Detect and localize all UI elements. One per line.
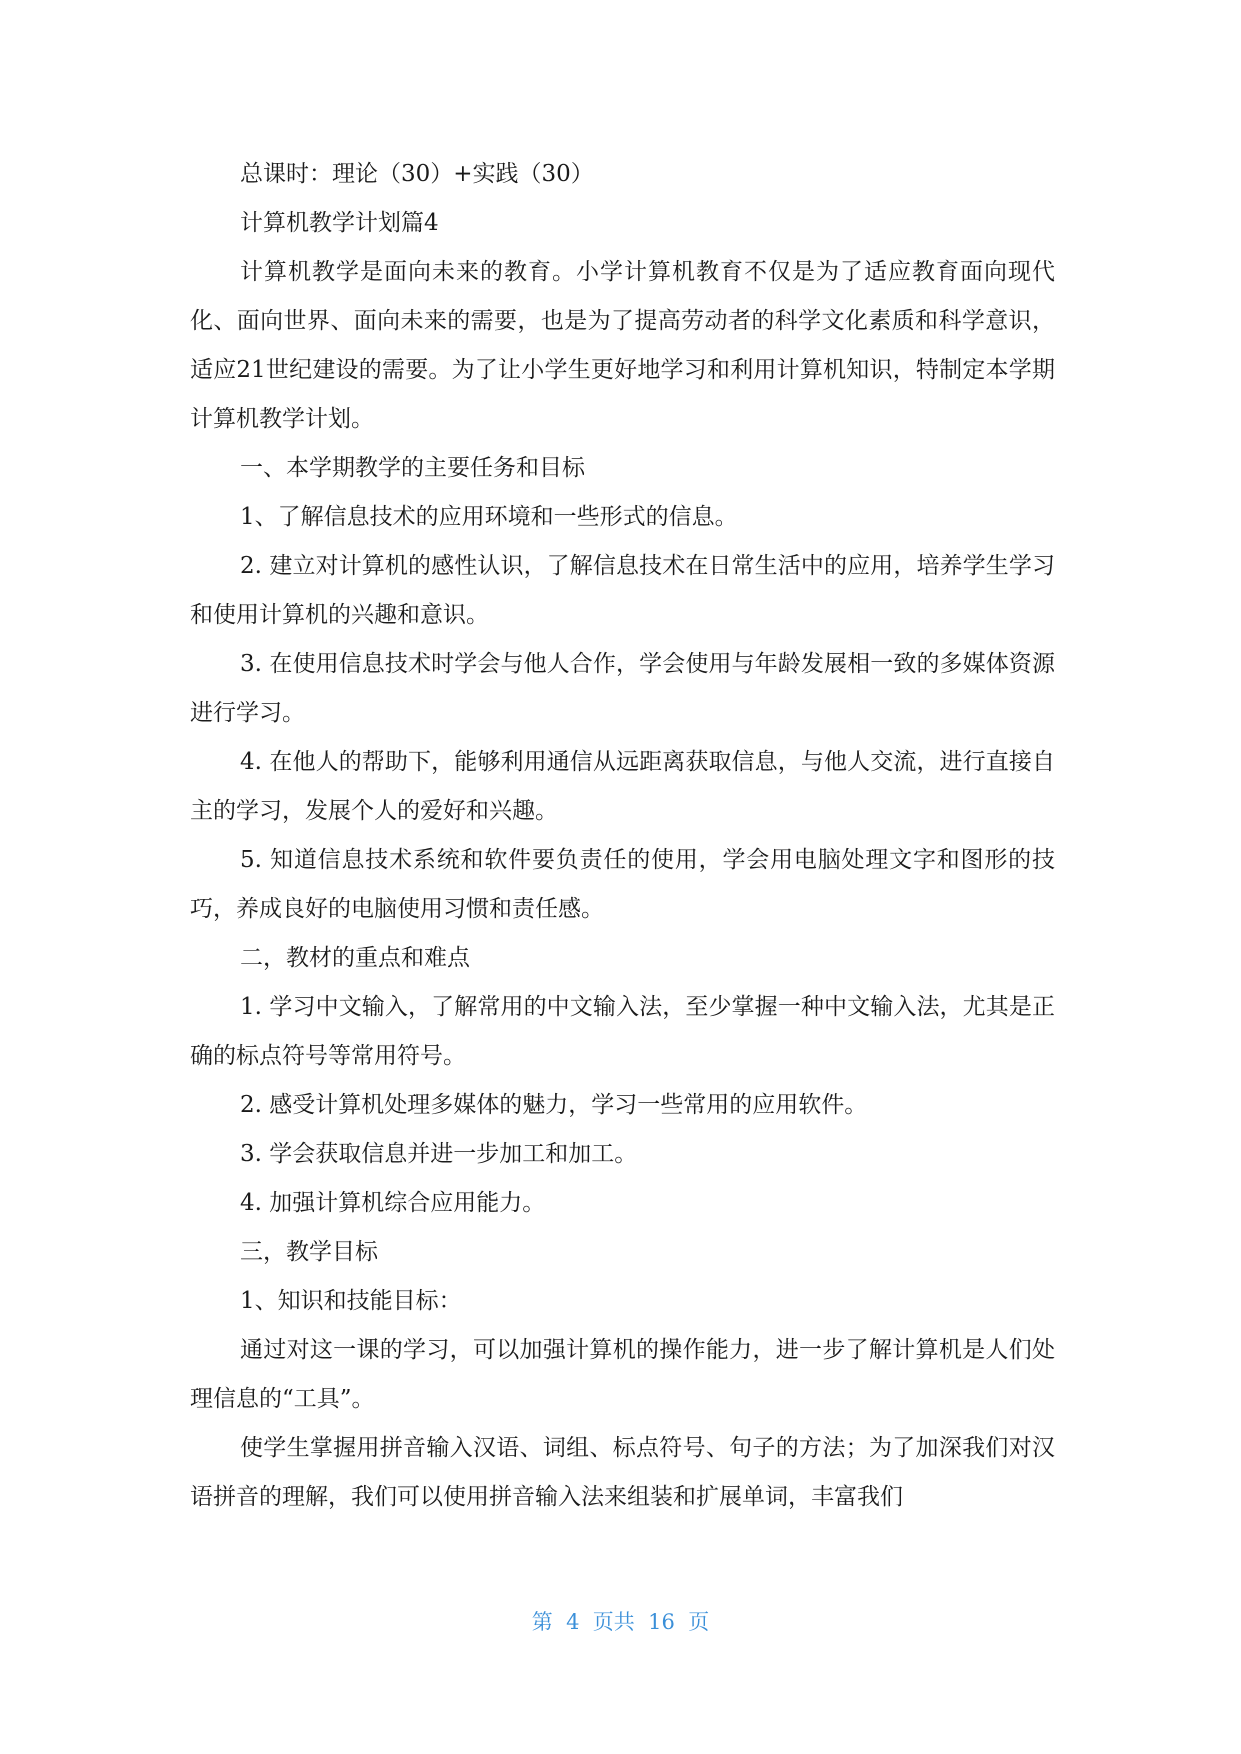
paragraph: 通过对这一课的学习，可以加强计算机的操作能力，进一步了解计算机是人们处理信息的“工具”。 [190, 1337, 1055, 1412]
paragraph: 计算机教学是面向未来的教育。小学计算机教育不仅是为了适应教育面向现代化、面向世界、面向未来的需要，也是为了提高劳动者的科学文化素质和科学意识，适应21世纪建设的需要。为了让小学生更好地学习和利用计算机知识，特制定本学期计算机教学计划。 [190, 259, 1055, 432]
paragraph: 1. 学习中文输入，了解常用的中文输入法，至少掌握一种中文输入法，尤其是正确的标点符号等常用符号。 [190, 994, 1055, 1069]
paragraph: 2. 建立对计算机的感性认识，了解信息技术在日常生活中的应用，培养学生学习和使用计算机的兴趣和意识。 [190, 553, 1055, 628]
paragraph: 1、知识和技能目标： [240, 1288, 462, 1314]
paragraph: 总课时：理论（30）+实践（30） [240, 161, 594, 187]
document-body [190, 150, 1055, 1522]
paragraph: 1、了解信息技术的应用环境和一些形式的信息。 [240, 504, 738, 530]
paragraph: 5. 知道信息技术系统和软件要负责任的使用，学会用电脑处理文字和图形的技巧，养成良好的电脑使用习惯和责任感。 [190, 847, 1055, 922]
paragraph: 计算机教学计划篇4 [240, 210, 439, 236]
paragraph: 3. 在使用信息技术时学会与他人合作，学会使用与年龄发展相一致的多媒体资源进行学习。 [190, 651, 1055, 726]
paragraph: 3. 学会获取信息并进一步加工和加工。 [240, 1141, 638, 1167]
paragraph: 一、本学期教学的主要任务和目标 [240, 455, 585, 481]
page-number-footer: 第 4 页共 16 页 [531, 1610, 710, 1634]
paragraph: 4. 在他人的帮助下，能够利用通信从远距离获取信息，与他人交流，进行直接自主的学习，发展个人的爱好和兴趣。 [190, 749, 1055, 824]
paragraph: 2. 感受计算机处理多媒体的魅力，学习一些常用的应用软件。 [240, 1092, 868, 1118]
paragraph: 4. 加强计算机综合应用能力。 [240, 1190, 546, 1216]
paragraph: 二，教材的重点和难点 [240, 945, 470, 971]
paragraph: 使学生掌握用拼音输入汉语、词组、标点符号、句子的方法；为了加深我们对汉语拼音的理解，我们可以使用拼音输入法来组装和扩展单词，丰富我们 [190, 1435, 1055, 1510]
paragraph: 三，教学目标 [240, 1239, 378, 1265]
